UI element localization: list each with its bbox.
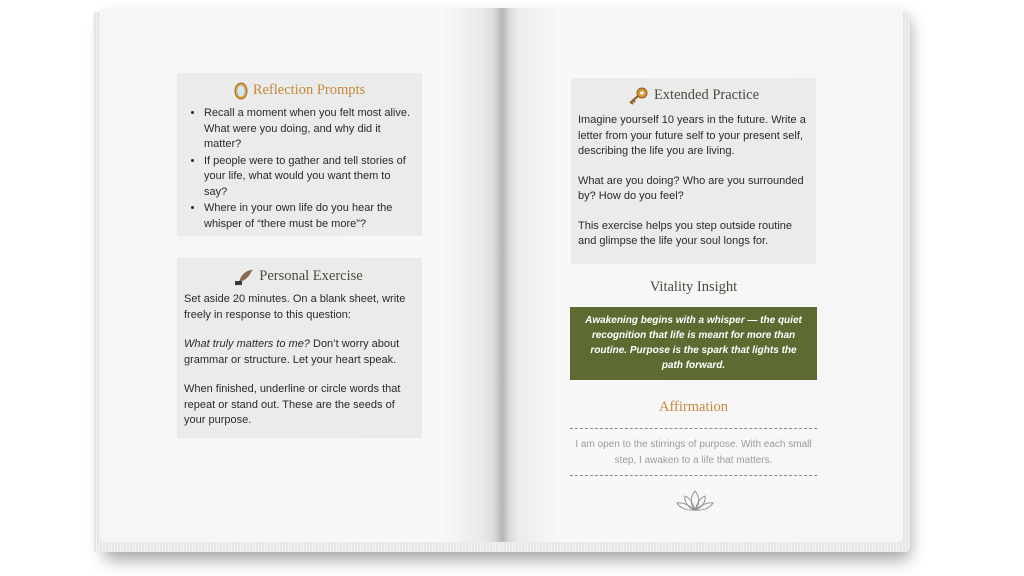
vitality-insight-box: Awakening begins with a whisper — the quiet recognition that life is meant for more than routine. Purpose is the spark that lights the path forward. bbox=[570, 307, 817, 380]
practice-paragraph: Imagine yourself 10 years in the future. Write a letter from your future self to your present self, describing the life you are living. bbox=[578, 114, 806, 157]
practice-title: Extended Practice bbox=[578, 87, 808, 105]
list-item: • If people were to gather and tell stories of your life, what would you want them to say? bbox=[204, 154, 413, 201]
exercise-title: Personal Exercise bbox=[184, 268, 413, 286]
lotus-icon bbox=[674, 488, 716, 519]
affirmation-heading: Affirmation bbox=[659, 399, 728, 415]
book-spine bbox=[494, 8, 510, 542]
divider-bottom bbox=[570, 475, 817, 476]
practice-paragraph-3: This exercise helps you step outside routine and glimpse the life your soul longs for. bbox=[578, 219, 793, 247]
personal-exercise-box bbox=[177, 258, 422, 438]
reflection-prompts-box bbox=[177, 73, 422, 236]
mirror-icon bbox=[234, 82, 248, 100]
exercise-paragraph-3: When finished, underline or circle words that repeat or stand out. These are the seeds of your purpose. bbox=[184, 383, 401, 426]
exercise-paragraph-2-rest: Don’t worry about grammar or structure. Let your heart speak. bbox=[184, 338, 400, 366]
vitality-heading: Vitality Insight bbox=[649, 279, 738, 295]
affirmation-text: I am open to the stirrings of purpose. With each small step, I awaken to a life that matters. bbox=[575, 439, 812, 466]
extended-practice-box bbox=[571, 78, 816, 264]
exercise-paragraph: Set aside 20 minutes. On a blank sheet, write freely in response to this question: bbox=[184, 293, 406, 321]
list-item: • Recall a moment when you felt most alive. What were you doing, and why did it matter? bbox=[204, 106, 413, 153]
question-text: What truly matters to me? bbox=[184, 338, 310, 350]
exercise-paragraph-2 bbox=[184, 337, 413, 368]
quill-icon bbox=[234, 268, 254, 286]
reflection-title: Reflection Prompts bbox=[186, 82, 413, 100]
practice-paragraph-2: What are you doing? Who are you surrounded by? How do you feel? bbox=[578, 174, 804, 202]
divider-top bbox=[570, 428, 817, 429]
list-item: • Where in your own life do you hear the whisper of “there must be more”? bbox=[204, 201, 413, 232]
reflection-list bbox=[186, 106, 413, 232]
key-icon bbox=[627, 87, 649, 105]
